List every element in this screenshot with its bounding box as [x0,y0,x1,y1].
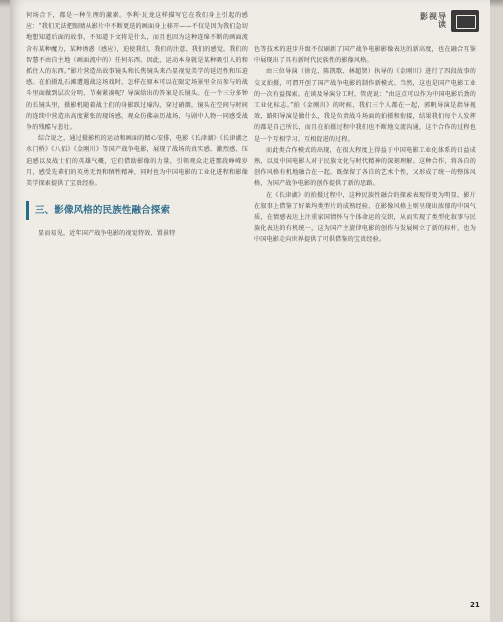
right-paragraph-1: 色等技术的进步升级不仅刷新了国产战争电影影像表达的新高度，也在融合互鉴中展现出了具有新时代民族性的影像风格。 [254,46,476,65]
right-paragraph-2: 由三位导演（徐克、陈凯歌、林超贤）执导的《金刚川》进行了四段故事的交叉拍摄，可谓开创了国产战争电影的制作新模式。当然，这也是国产电影工业的一次有益探索。在谈及导演分工时，管虎说：“由这点可以作为中国电影后劲的工业化标志。”拍《金刚川》的时候，我们三个人都在一起，郭帆导演是指导视效，路阳导演是做什么，我是负责战斗场面的拍摄和衔接，结果我们每个人发挥的都是自己所长，而且在拍摄过程中我们也不断地交流沟通，这个合作的过程也是一个互相学习、互相促进的过程。 [254,68,476,143]
logo-text: 影视导读 [420,12,447,29]
left-paragraph-2: 综合说之，通过摄影机的运动和画面的精心安排，电影《长津湖》《长津湖之水门桥》《八佰》《金刚川》等国产战争电影，展现了战场的真实感、激烈感、压迫感以及战士们的英雄气概，它们借助影像的力量，引领观众走进那段峥嵘岁月，感受先辈们的英勇无畏和牺牲精神，同时也为中国电影的工业化进程和影像美学探索提供了宝贵经验。 [26,135,248,188]
left-column [26,10,248,610]
left-paragraph-1: 何场合下，都是一种生理的激素。李利·瓦龙这样描写它在我们身上引起的感应：“我们无法把眼睛从影片中不断更迭的画面身上移开——不仅是因为我们急切地想知道后面的故事，不知道下文将是什么，而且也因为这种连绵不断的画面流含有某种魔力，某种诱惑（感应），迫使我们，我们的注意、我们的感觉，我们的智慧不由自主地（画面流中的）任何东西。因此，运动本身就是某种吸引人的和抓住人的东西。”影片营造出故事镜头和长焦镜头来凸显视觉美学的延迟性和压迫感。在拍摄乱石滩遭遇战这场戏时，怎样在原本可以在限定场景里全员参与的战斗里面做到层次分明、节奏紧凑呢？导演给出的答案是长镜头。在一个三分多钟的长镜头里，摄影机随着战士们的身影跃过壕沟、穿过硝烟，镜头在空间与时间的连续中营造出高度紧张的现场感，观众仿佛亲历战场，与剧中人物一同感受战争的残酷与悲壮。 [26,12,248,132]
right-paragraph-4: 在《长津湖》的拍摄过程中，这种民族性融合的探索表现得更为明显。影片在叙事上借鉴了好莱坞类型片的成熟经验，在影像风格上则呈现出浓郁的中国气质，在情感表达上注重家国情怀与个体命运的交织，从而实现了类型化叙事与民族化表达的有机统一，这为国产主旋律电影的创作与发展树立了新的标杆，也为中国电影走向世界提供了可供借鉴的宝贵经验。 [254,191,476,244]
right-column [254,44,476,574]
journal-logo [417,8,479,34]
section-intro: 显而易见，近年国产战争电影的视觉特效、置景特 [38,230,176,238]
section-heading: 三、影像风格的民族性融合探索 [26,201,248,220]
page-number: 21 [470,601,480,609]
right-paragraph-3: 而此类合作模式的出现，在很大程度上得益于中国电影工业化体系的日益成熟，以及中国电影人对于民族文化与时代精神的深刻理解。这种合作，将各自的创作风格有机地融合在一起，既保留了各自的艺术个性，又形成了统一的整体风格，为国产战争电影的创作提供了新的思路。 [254,146,476,188]
film-frame-icon [451,10,479,32]
